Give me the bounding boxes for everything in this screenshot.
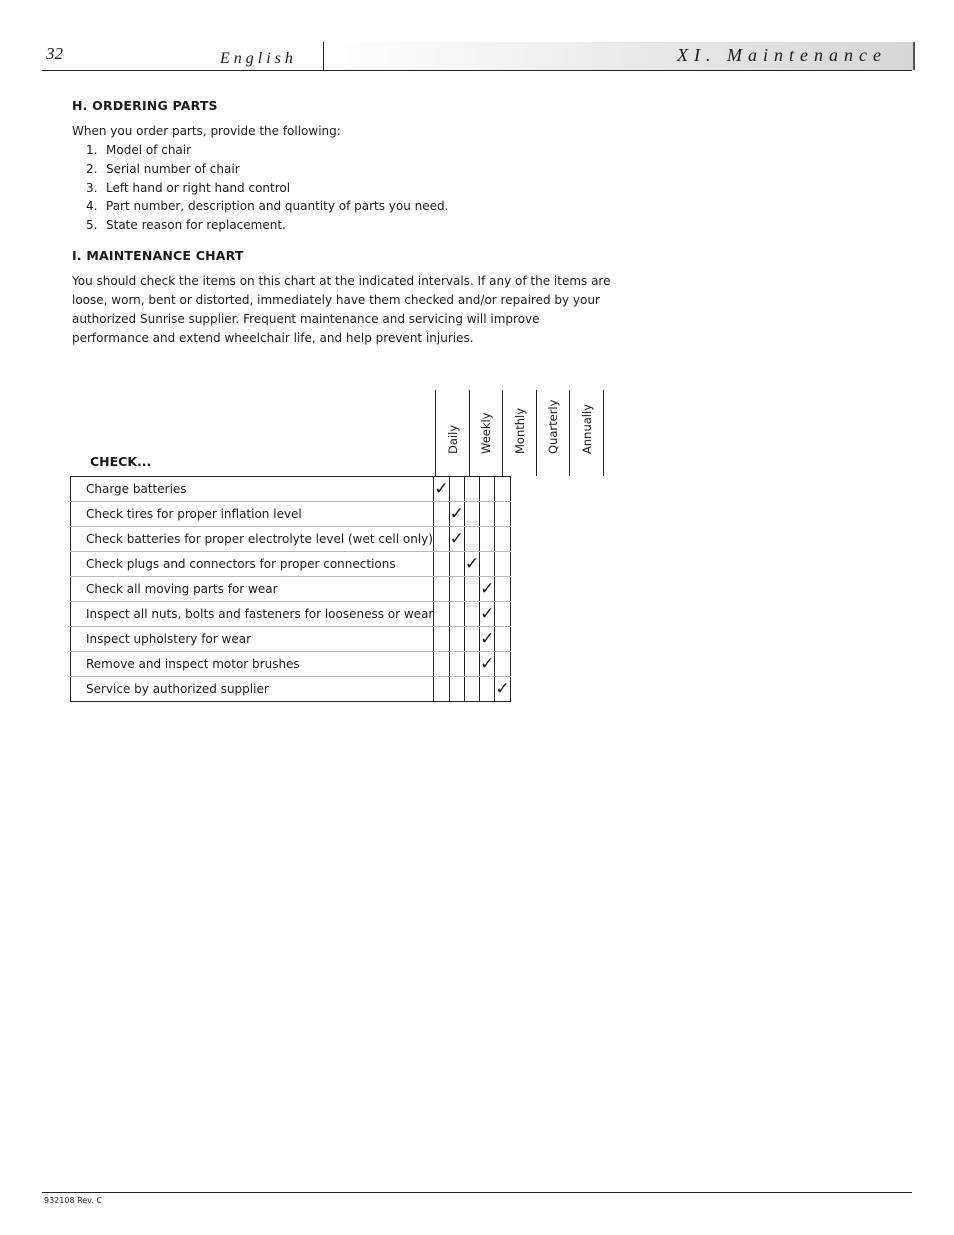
empty-cell xyxy=(434,652,449,677)
column-header-label: Annually xyxy=(579,404,594,454)
ordering-list-item xyxy=(86,179,448,198)
table-row xyxy=(71,527,511,552)
ordering-list-item xyxy=(86,216,448,235)
ordering-heading: H. ORDERING PARTS xyxy=(72,98,218,113)
column-header-weekly xyxy=(469,390,503,476)
empty-cell xyxy=(449,477,464,502)
table-row xyxy=(71,627,511,652)
empty-cell xyxy=(449,652,464,677)
list-number: 3. xyxy=(86,180,98,195)
empty-cell xyxy=(449,552,464,577)
ordering-intro: When you order parts, provide the following: xyxy=(72,124,341,138)
column-header-label: Daily xyxy=(445,424,460,454)
header-language: English xyxy=(220,50,297,67)
empty-cell xyxy=(495,602,510,627)
empty-cell xyxy=(495,577,510,602)
ordering-list-item xyxy=(86,197,448,216)
empty-cell xyxy=(480,677,495,702)
ordering-list xyxy=(86,141,448,235)
empty-cell xyxy=(464,477,479,502)
empty-cell xyxy=(495,477,510,502)
check-mark-icon: ✓ xyxy=(434,477,449,502)
document-code: 932108 Rev. C xyxy=(44,1196,102,1205)
list-text: Serial number of chair xyxy=(106,161,240,176)
empty-cell xyxy=(434,627,449,652)
table-row xyxy=(71,502,511,527)
check-item: Inspect upholstery for wear xyxy=(71,627,434,652)
empty-cell xyxy=(449,577,464,602)
list-number: 1. xyxy=(86,143,98,157)
empty-cell xyxy=(464,527,479,552)
check-item: Check batteries for proper electrolyte level (wet cell only) xyxy=(71,527,434,552)
footer-divider xyxy=(42,1192,912,1193)
check-item: Service by authorized supplier xyxy=(71,677,434,702)
page-number: 32 xyxy=(46,44,63,63)
header-divider xyxy=(42,70,912,71)
interval-column-headers xyxy=(435,390,603,476)
table-row xyxy=(71,677,511,702)
empty-cell xyxy=(434,552,449,577)
empty-cell xyxy=(480,502,495,527)
header-section-title: XI. Maintenance xyxy=(677,45,887,65)
list-number: 4. xyxy=(86,199,98,214)
check-mark-icon: ✓ xyxy=(480,652,495,677)
column-header-label: Quarterly xyxy=(546,399,561,454)
empty-cell xyxy=(434,577,449,602)
empty-cell xyxy=(464,502,479,527)
table-row xyxy=(71,602,511,627)
empty-cell xyxy=(464,627,479,652)
check-mark-icon: ✓ xyxy=(480,627,495,652)
column-header-monthly xyxy=(502,390,536,476)
check-item: Check all moving parts for wear xyxy=(71,577,434,602)
empty-cell xyxy=(464,602,479,627)
column-header-label: Weekly xyxy=(479,412,494,454)
check-mark-icon: ✓ xyxy=(464,552,479,577)
empty-cell xyxy=(495,627,510,652)
list-text: Part number, description and quantity of parts you need. xyxy=(106,199,449,214)
ordering-list-item xyxy=(86,141,448,160)
maintenance-table xyxy=(70,476,511,702)
table-row xyxy=(71,552,511,577)
check-mark-icon: ✓ xyxy=(480,602,495,627)
column-header-annually xyxy=(569,390,604,476)
maintenance-heading: I. MAINTENANCE CHART xyxy=(72,248,244,263)
column-header-daily xyxy=(435,390,469,476)
list-text: State reason for replacement. xyxy=(106,218,286,233)
header-section-bar xyxy=(323,42,915,70)
empty-cell xyxy=(464,677,479,702)
table-row xyxy=(71,477,511,502)
check-mark-icon: ✓ xyxy=(449,502,464,527)
empty-cell xyxy=(434,502,449,527)
empty-cell xyxy=(495,527,510,552)
table-row xyxy=(71,577,511,602)
column-header-label: Monthly xyxy=(512,407,527,454)
list-text: Model of chair xyxy=(106,143,192,157)
empty-cell xyxy=(480,527,495,552)
check-label: CHECK... xyxy=(90,454,152,469)
empty-cell xyxy=(464,652,479,677)
check-mark-icon: ✓ xyxy=(480,577,495,602)
empty-cell xyxy=(495,502,510,527)
empty-cell xyxy=(495,652,510,677)
empty-cell xyxy=(449,677,464,702)
list-text: Left hand or right hand control xyxy=(106,180,291,195)
check-item: Inspect all nuts, bolts and fasteners for looseness or wear xyxy=(71,602,434,627)
check-item: Remove and inspect motor brushes xyxy=(71,652,434,677)
check-item: Check tires for proper inflation level xyxy=(71,502,434,527)
empty-cell xyxy=(480,552,495,577)
empty-cell xyxy=(434,602,449,627)
check-item: Charge batteries xyxy=(71,477,434,502)
empty-cell xyxy=(495,552,510,577)
maintenance-paragraph: You should check the items on this chart at the indicated intervals. If any of the items are loose, worn, bent or distorted, immediately have them checked and/or repaired by your authorized Sunrise supplier. Frequent maintenance and servicing will improve performance and extend wheelchair life, and help prevent injuries. xyxy=(72,274,611,345)
table-row xyxy=(71,652,511,677)
empty-cell xyxy=(434,677,449,702)
ordering-list-item xyxy=(86,160,448,179)
check-mark-icon: ✓ xyxy=(449,527,464,552)
column-header-quarterly xyxy=(536,390,570,476)
check-mark-icon: ✓ xyxy=(495,677,510,702)
list-number: 2. xyxy=(86,161,98,176)
empty-cell xyxy=(434,527,449,552)
empty-cell xyxy=(449,627,464,652)
empty-cell xyxy=(449,602,464,627)
check-item: Check plugs and connectors for proper connections xyxy=(71,552,434,577)
empty-cell xyxy=(480,477,495,502)
list-number: 5. xyxy=(86,218,98,233)
empty-cell xyxy=(464,577,479,602)
